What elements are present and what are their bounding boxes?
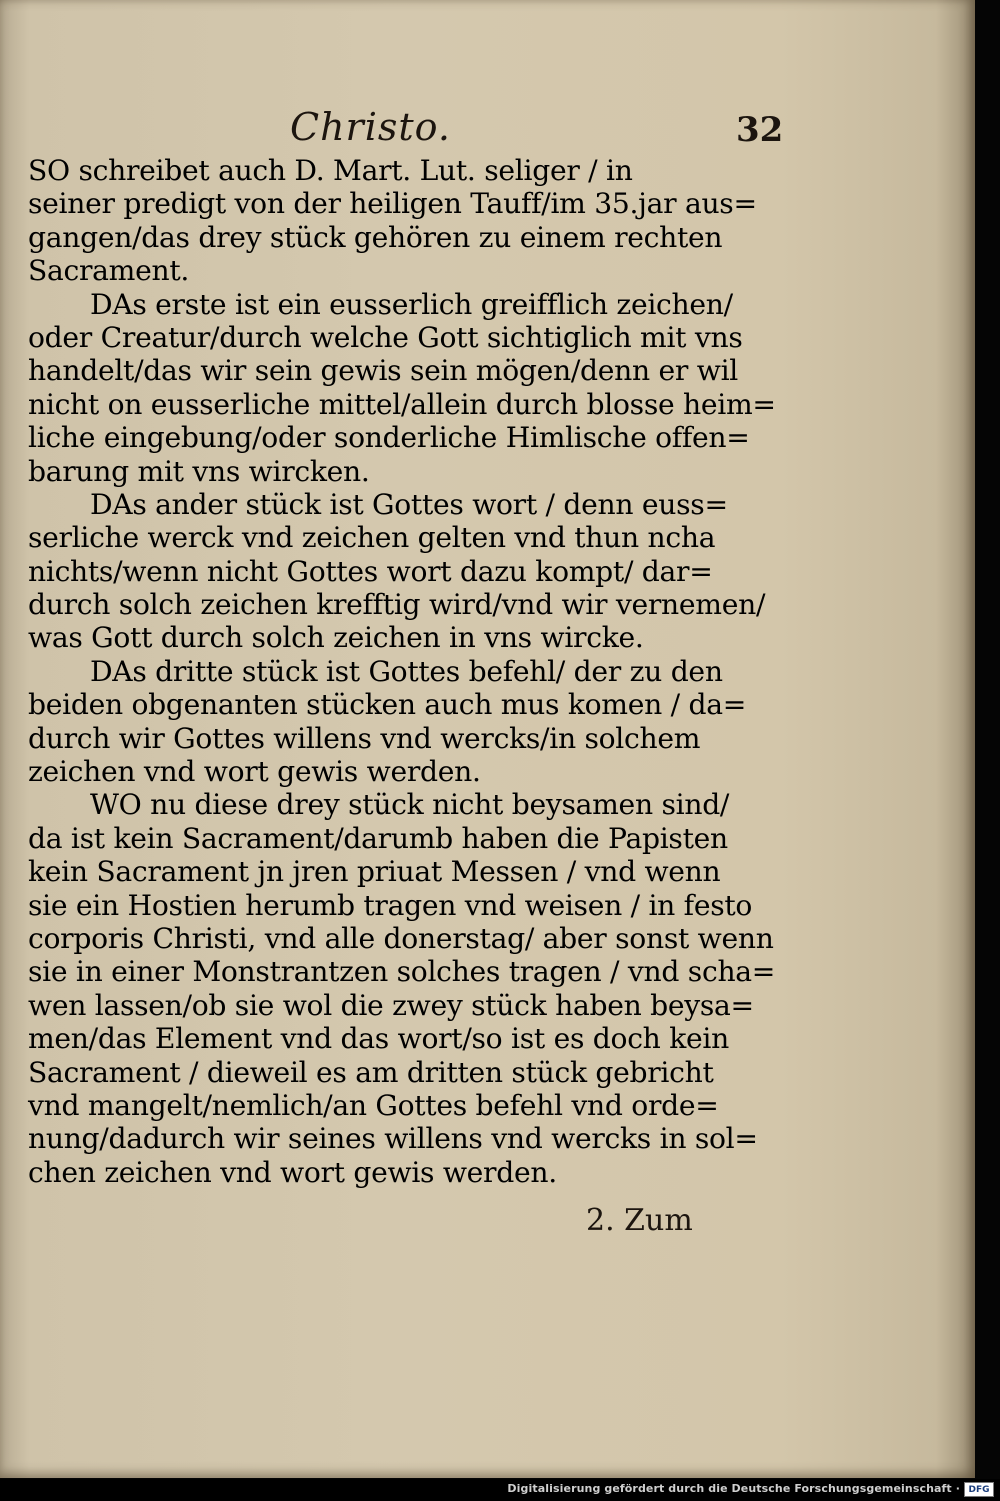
running-head: Christo. xyxy=(290,105,451,149)
footer-bar xyxy=(0,1479,1000,1501)
paragraph xyxy=(28,654,747,789)
text-line: DAs ander stück ist Gottes wort / denn euss= xyxy=(90,487,728,521)
text-line: da ist kein Sacrament/darumb haben die Papisten xyxy=(28,821,728,855)
funding-credit: Digitalisierung gefördert durch die Deutsche Forschungsgemeinschaft · xyxy=(507,1482,960,1495)
text-line: nicht on eusserliche mittel/allein durch blosse heim= xyxy=(28,387,776,421)
text-line: barung mit vns wircken. xyxy=(28,454,370,488)
paragraph xyxy=(28,788,776,1189)
text-line: kein Sacrament jn jren priuat Messen / vnd wenn xyxy=(28,855,721,889)
text-line: sie in einer Monstrantzen solches tragen / vnd scha= xyxy=(28,955,776,989)
text-line: durch solch zeichen krefftig wird/vnd wir vernemen/ xyxy=(28,588,766,622)
text-line: nichts/wenn nicht Gottes wort dazu kompt/ dar= xyxy=(28,554,713,588)
text-line: DAs erste ist ein eusserlich greifflich zeichen/ xyxy=(90,287,733,321)
text-line: zeichen vnd wort gewis werden. xyxy=(28,755,481,789)
catchword: 2. Zum xyxy=(586,1203,693,1238)
paragraph xyxy=(28,487,766,655)
text-line: handelt/das wir sein gewis sein mögen/denn er wil xyxy=(28,354,739,388)
text-line: WO nu diese drey stück nicht beysamen sind/ xyxy=(90,788,730,822)
dfg-logo-icon: DFG xyxy=(964,1482,994,1497)
paragraph xyxy=(28,287,776,488)
text-line: Sacrament / dieweil es am dritten stück gebricht xyxy=(28,1055,714,1089)
text-line: serliche werck vnd zeichen gelten vnd thun ncha xyxy=(28,521,716,555)
text-line: men/das Element vnd das wort/so ist es doch kein xyxy=(28,1022,729,1056)
text-line: gangen/das drey stück gehören zu einem rechten xyxy=(28,220,723,254)
text-line: DAs dritte stück ist Gottes befehl/ der zu den xyxy=(90,654,723,688)
text-line: SO schreibet auch D. Mart. Lut. seliger / in xyxy=(28,154,633,187)
text-line: sie ein Hostien herumb tragen vnd weisen / in festo xyxy=(28,888,753,922)
text-line: liche eingebung/oder sonderliche Himlische offen= xyxy=(28,421,750,455)
text-line: chen zeichen vnd wort gewis werden. xyxy=(28,1155,557,1189)
text-line: seiner predigt von der heiligen Tauff/im 35.jar aus= xyxy=(28,187,757,221)
paragraph xyxy=(28,154,757,288)
text-line: Sacrament. xyxy=(28,254,190,288)
text-line: beiden obgenanten stücken auch mus komen / da= xyxy=(28,688,747,722)
page-number: 32 xyxy=(736,110,784,150)
text-block xyxy=(28,154,776,1189)
text-line: nung/dadurch wir seines willens vnd wercks in sol= xyxy=(28,1122,758,1156)
text-line: durch wir Gottes willens vnd wercks/in solchem xyxy=(28,721,701,755)
text-line: wen lassen/ob sie wol die zwey stück haben beysa= xyxy=(28,988,754,1022)
text-line: oder Creatur/durch welche Gott sichtiglich mit vns xyxy=(28,320,743,354)
text-line: corporis Christi, vnd alle donerstag/ aber sonst wenn xyxy=(28,921,774,955)
text-line: vnd mangelt/nemlich/an Gottes befehl vnd orde= xyxy=(28,1088,719,1122)
text-line: was Gott durch solch zeichen in vns wircke. xyxy=(28,621,644,655)
